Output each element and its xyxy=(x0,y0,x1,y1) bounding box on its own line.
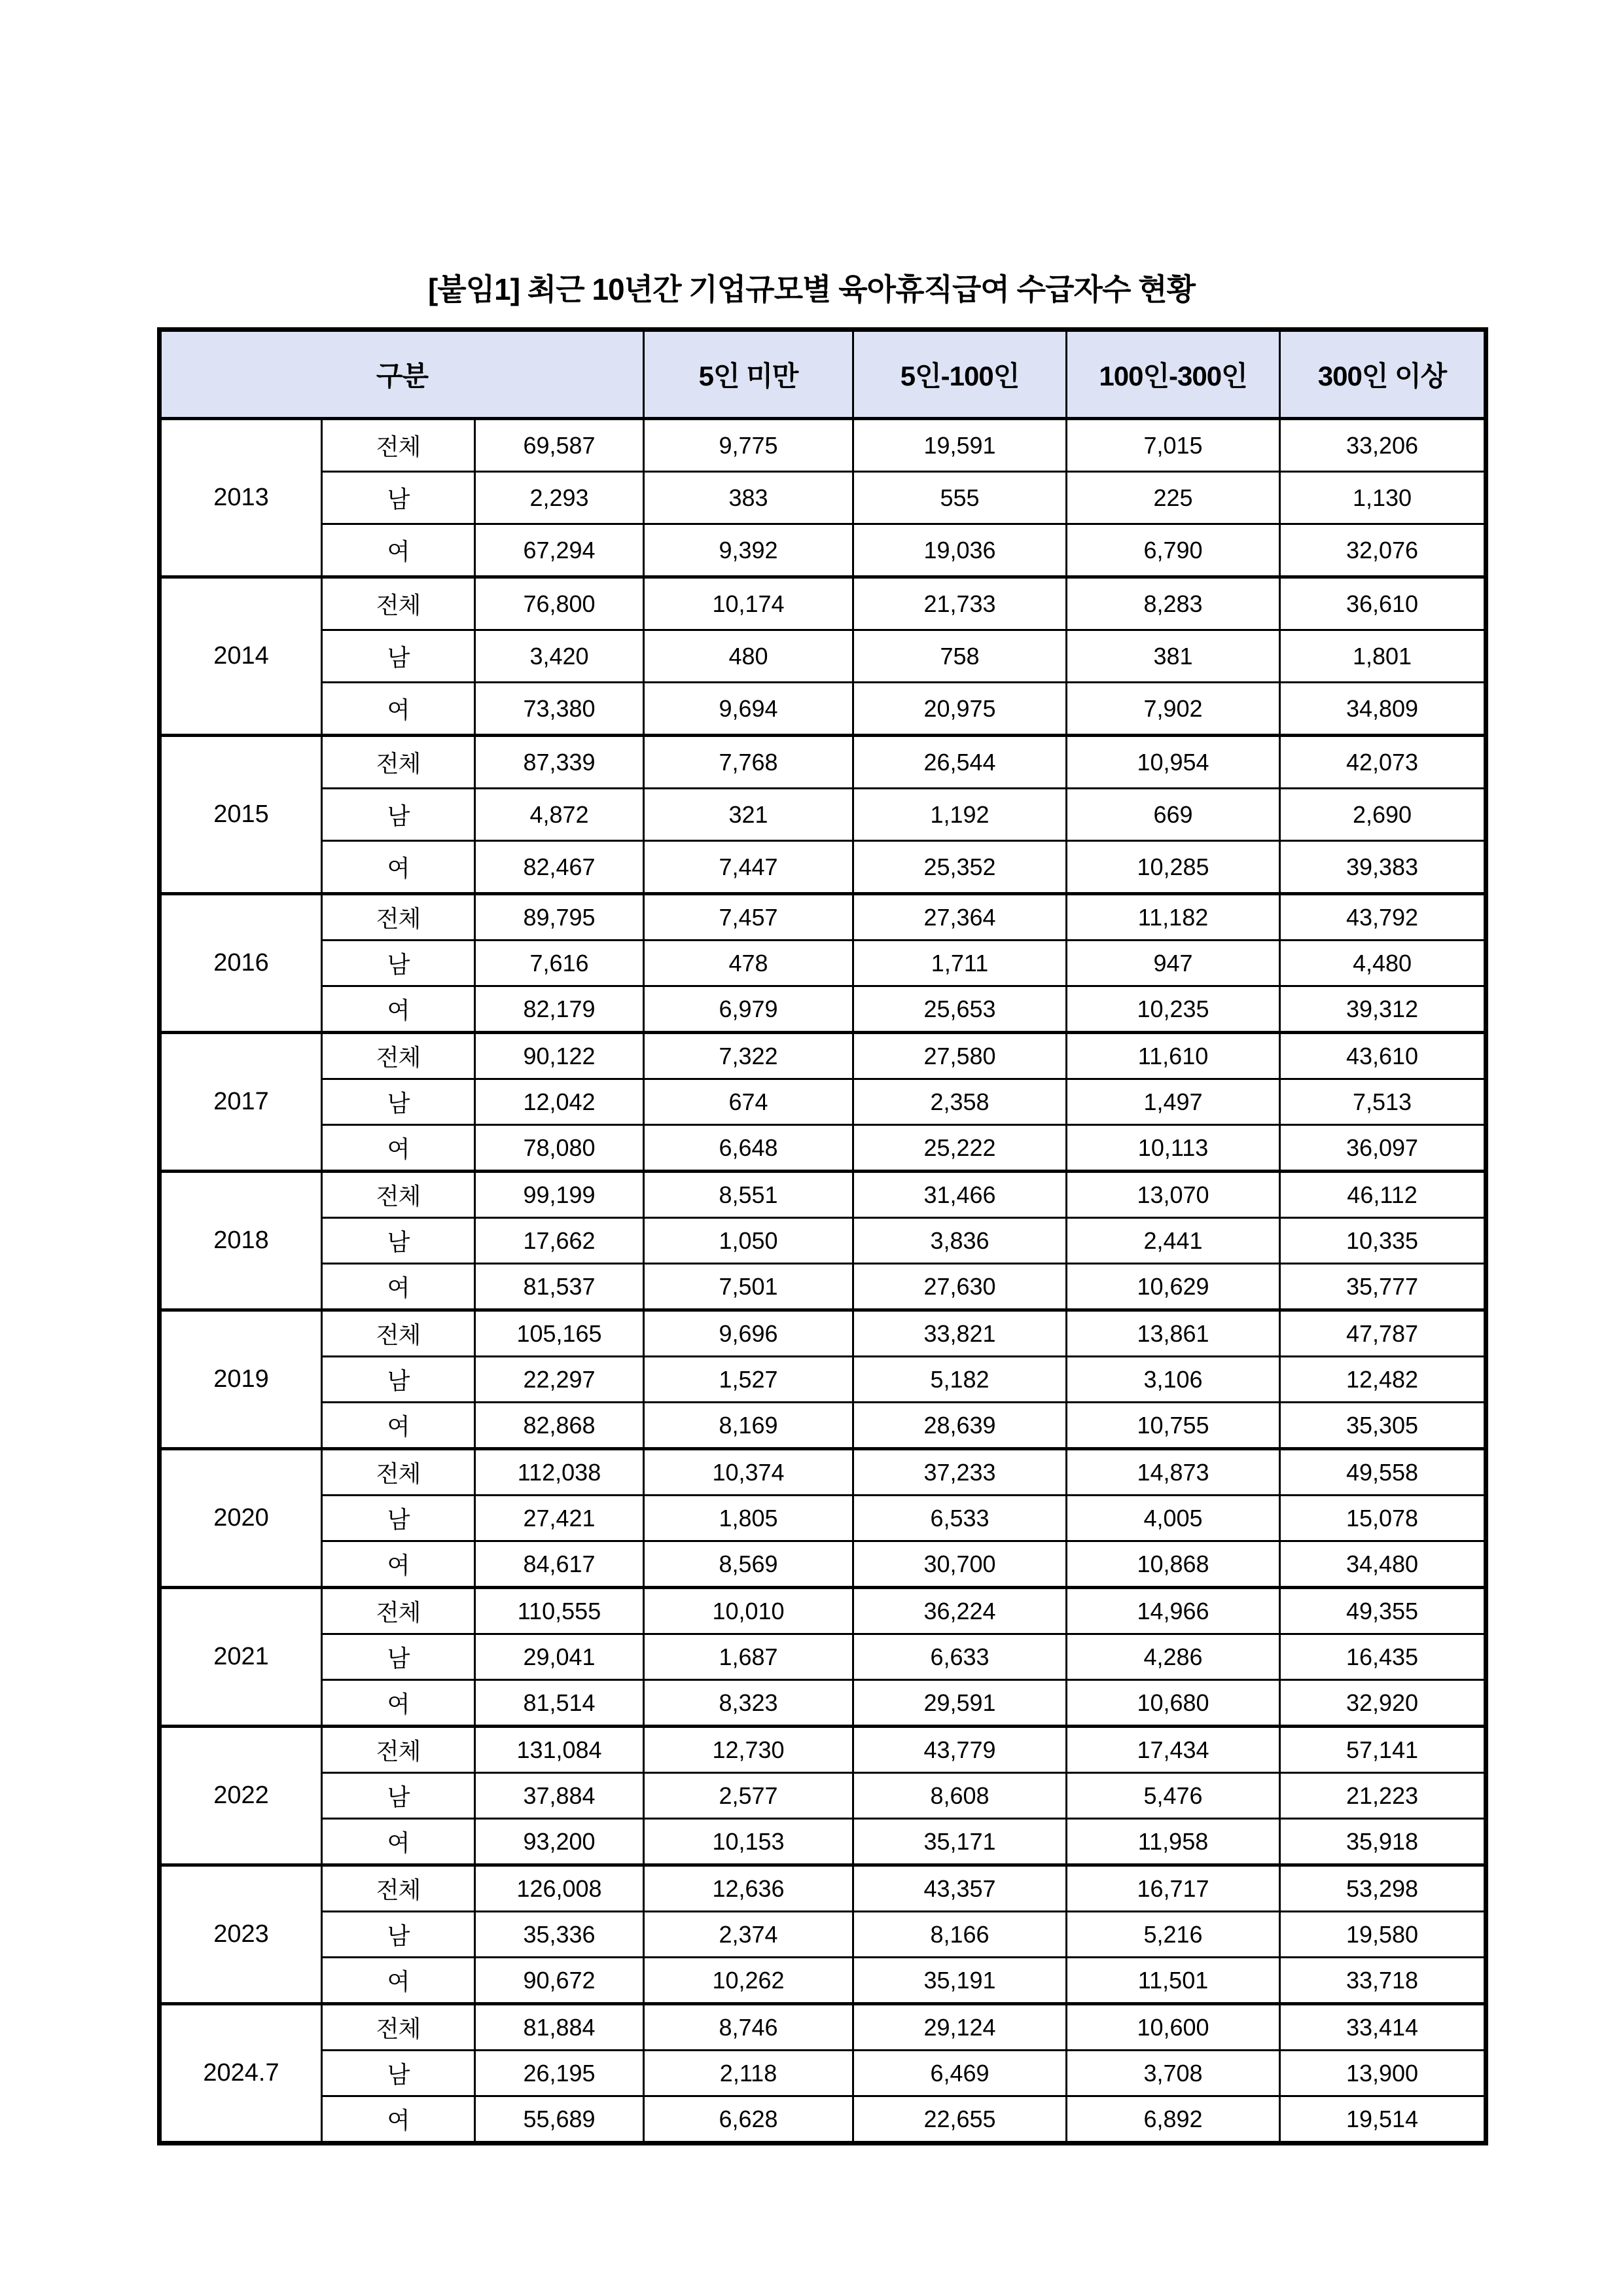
value-cell: 22,655 xyxy=(853,2096,1067,2144)
table-row xyxy=(160,941,1486,986)
value-cell: 81,884 xyxy=(475,2004,644,2051)
value-cell: 14,873 xyxy=(1067,1449,1280,1496)
value-cell: 6,979 xyxy=(644,986,853,1033)
table-row xyxy=(160,1588,1486,1634)
row-label-cell: 전체 xyxy=(322,1033,475,1079)
value-cell: 10,335 xyxy=(1280,1218,1486,1264)
value-cell: 1,711 xyxy=(853,941,1067,986)
value-cell: 29,124 xyxy=(853,2004,1067,2051)
value-cell: 34,809 xyxy=(1280,683,1486,736)
row-label-cell: 남 xyxy=(322,472,475,524)
value-cell: 84,617 xyxy=(475,1541,644,1588)
value-cell: 82,868 xyxy=(475,1403,644,1449)
value-cell: 35,171 xyxy=(853,1819,1067,1865)
table-row xyxy=(160,1033,1486,1079)
value-cell: 36,224 xyxy=(853,1588,1067,1634)
value-cell: 8,169 xyxy=(644,1403,853,1449)
value-cell: 11,958 xyxy=(1067,1819,1280,1865)
value-cell: 2,358 xyxy=(853,1079,1067,1125)
value-cell: 90,672 xyxy=(475,1958,644,2004)
row-label-cell: 전체 xyxy=(322,577,475,630)
year-cell: 2023 xyxy=(160,1865,322,2004)
row-label-cell: 전체 xyxy=(322,1588,475,1634)
table-row xyxy=(160,1541,1486,1588)
value-cell: 33,821 xyxy=(853,1310,1067,1357)
value-cell: 12,730 xyxy=(644,1727,853,1773)
value-cell: 27,630 xyxy=(853,1264,1067,1310)
value-cell: 9,775 xyxy=(644,419,853,472)
value-cell: 4,872 xyxy=(475,789,644,841)
table-row xyxy=(160,1449,1486,1496)
value-cell: 26,195 xyxy=(475,2051,644,2096)
value-cell: 8,608 xyxy=(853,1773,1067,1819)
value-cell: 49,558 xyxy=(1280,1449,1486,1496)
value-cell: 28,639 xyxy=(853,1403,1067,1449)
value-cell: 76,800 xyxy=(475,577,644,630)
value-cell: 11,610 xyxy=(1067,1033,1280,1079)
value-cell: 6,533 xyxy=(853,1496,1067,1541)
table-row xyxy=(160,524,1486,577)
row-label-cell: 전체 xyxy=(322,1310,475,1357)
row-label-cell: 남 xyxy=(322,1496,475,1541)
value-cell: 25,352 xyxy=(853,841,1067,894)
value-cell: 381 xyxy=(1067,630,1280,683)
table-row xyxy=(160,2004,1486,2051)
value-cell: 10,235 xyxy=(1067,986,1280,1033)
value-cell: 12,482 xyxy=(1280,1357,1486,1403)
value-cell: 39,383 xyxy=(1280,841,1486,894)
page-title: [붙임1] 최근 10년간 기업규모별 육아휴직급여 수급자수 현황 xyxy=(427,272,1196,306)
row-label-cell: 남 xyxy=(322,2051,475,2096)
value-cell: 42,073 xyxy=(1280,736,1486,789)
value-cell: 1,805 xyxy=(644,1496,853,1541)
value-cell: 10,010 xyxy=(644,1588,853,1634)
row-label-cell: 남 xyxy=(322,1357,475,1403)
value-cell: 2,577 xyxy=(644,1773,853,1819)
row-label-cell: 남 xyxy=(322,1773,475,1819)
table-row xyxy=(160,1958,1486,2004)
table-row xyxy=(160,1357,1486,1403)
value-cell: 35,336 xyxy=(475,1912,644,1958)
value-cell: 3,708 xyxy=(1067,2051,1280,2096)
row-label-cell: 남 xyxy=(322,941,475,986)
value-cell: 4,286 xyxy=(1067,1634,1280,1680)
value-cell: 10,374 xyxy=(644,1449,853,1496)
row-label-cell: 여 xyxy=(322,1680,475,1727)
year-cell: 2013 xyxy=(160,419,322,577)
value-cell: 10,153 xyxy=(644,1819,853,1865)
value-cell: 10,868 xyxy=(1067,1541,1280,1588)
value-cell: 1,497 xyxy=(1067,1079,1280,1125)
value-cell: 10,262 xyxy=(644,1958,853,2004)
value-cell: 82,179 xyxy=(475,986,644,1033)
value-cell: 10,174 xyxy=(644,577,853,630)
value-cell: 1,801 xyxy=(1280,630,1486,683)
table-row xyxy=(160,1125,1486,1172)
table-row xyxy=(160,841,1486,894)
value-cell: 27,421 xyxy=(475,1496,644,1541)
row-label-cell: 전체 xyxy=(322,2004,475,2051)
value-cell: 7,513 xyxy=(1280,1079,1486,1125)
value-cell: 29,041 xyxy=(475,1634,644,1680)
value-cell: 2,374 xyxy=(644,1912,853,1958)
value-cell: 383 xyxy=(644,472,853,524)
row-label-cell: 여 xyxy=(322,524,475,577)
value-cell: 9,696 xyxy=(644,1310,853,1357)
value-cell: 11,182 xyxy=(1067,894,1280,941)
table-row xyxy=(160,1310,1486,1357)
value-cell: 6,892 xyxy=(1067,2096,1280,2144)
value-cell: 78,080 xyxy=(475,1125,644,1172)
year-cell: 2014 xyxy=(160,577,322,736)
value-cell: 6,628 xyxy=(644,2096,853,2144)
value-cell: 7,447 xyxy=(644,841,853,894)
value-cell: 3,836 xyxy=(853,1218,1067,1264)
value-cell: 105,165 xyxy=(475,1310,644,1357)
value-cell: 15,078 xyxy=(1280,1496,1486,1541)
table-row xyxy=(160,2051,1486,2096)
table-row xyxy=(160,1634,1486,1680)
value-cell: 112,038 xyxy=(475,1449,644,1496)
value-cell: 758 xyxy=(853,630,1067,683)
table-row xyxy=(160,1264,1486,1310)
value-cell: 7,902 xyxy=(1067,683,1280,736)
table-row xyxy=(160,1773,1486,1819)
value-cell: 1,527 xyxy=(644,1357,853,1403)
value-cell: 82,467 xyxy=(475,841,644,894)
value-cell: 27,364 xyxy=(853,894,1067,941)
table-row xyxy=(160,1403,1486,1449)
row-label-cell: 여 xyxy=(322,1403,475,1449)
value-cell: 53,298 xyxy=(1280,1865,1486,1912)
value-cell: 39,312 xyxy=(1280,986,1486,1033)
value-cell: 19,591 xyxy=(853,419,1067,472)
value-cell: 10,285 xyxy=(1067,841,1280,894)
value-cell: 34,480 xyxy=(1280,1541,1486,1588)
value-cell: 1,050 xyxy=(644,1218,853,1264)
row-label-cell: 여 xyxy=(322,1125,475,1172)
row-label-cell: 전체 xyxy=(322,894,475,941)
value-cell: 7,457 xyxy=(644,894,853,941)
value-cell: 9,694 xyxy=(644,683,853,736)
value-cell: 43,357 xyxy=(853,1865,1067,1912)
value-cell: 43,610 xyxy=(1280,1033,1486,1079)
value-cell: 10,680 xyxy=(1067,1680,1280,1727)
value-cell: 73,380 xyxy=(475,683,644,736)
value-cell: 99,199 xyxy=(475,1172,644,1218)
value-cell: 131,084 xyxy=(475,1727,644,1773)
value-cell: 25,222 xyxy=(853,1125,1067,1172)
value-cell: 8,569 xyxy=(644,1541,853,1588)
value-cell: 26,544 xyxy=(853,736,1067,789)
row-label-cell: 여 xyxy=(322,2096,475,2144)
value-cell: 69,587 xyxy=(475,419,644,472)
value-cell: 4,480 xyxy=(1280,941,1486,986)
table-row xyxy=(160,2096,1486,2144)
value-cell: 89,795 xyxy=(475,894,644,941)
row-label-cell: 남 xyxy=(322,1079,475,1125)
value-cell: 33,718 xyxy=(1280,1958,1486,2004)
row-label-cell: 여 xyxy=(322,986,475,1033)
row-label-cell: 여 xyxy=(322,683,475,736)
value-cell: 21,733 xyxy=(853,577,1067,630)
year-cell: 2020 xyxy=(160,1449,322,1588)
value-cell: 81,537 xyxy=(475,1264,644,1310)
value-cell: 8,283 xyxy=(1067,577,1280,630)
value-cell: 11,501 xyxy=(1067,1958,1280,2004)
value-cell: 6,469 xyxy=(853,2051,1067,2096)
row-label-cell: 전체 xyxy=(322,1449,475,1496)
table-row xyxy=(160,1727,1486,1773)
value-cell: 10,113 xyxy=(1067,1125,1280,1172)
value-cell: 13,900 xyxy=(1280,2051,1486,2096)
value-cell: 6,648 xyxy=(644,1125,853,1172)
value-cell: 10,954 xyxy=(1067,736,1280,789)
table-body xyxy=(160,419,1486,2144)
value-cell: 7,616 xyxy=(475,941,644,986)
value-cell: 2,441 xyxy=(1067,1218,1280,1264)
row-label-cell: 여 xyxy=(322,1264,475,1310)
value-cell: 21,223 xyxy=(1280,1773,1486,1819)
row-label-cell: 남 xyxy=(322,789,475,841)
value-cell: 12,636 xyxy=(644,1865,853,1912)
value-cell: 16,435 xyxy=(1280,1634,1486,1680)
value-cell: 2,118 xyxy=(644,2051,853,2096)
value-cell: 478 xyxy=(644,941,853,986)
value-cell: 37,884 xyxy=(475,1773,644,1819)
value-cell: 29,591 xyxy=(853,1680,1067,1727)
value-cell: 3,106 xyxy=(1067,1357,1280,1403)
value-cell: 19,036 xyxy=(853,524,1067,577)
value-cell: 8,746 xyxy=(644,2004,853,2051)
row-label-cell: 전체 xyxy=(322,1172,475,1218)
value-cell: 36,097 xyxy=(1280,1125,1486,1172)
header-cell-under5: 5인 미만 xyxy=(644,330,853,419)
value-cell: 1,687 xyxy=(644,1634,853,1680)
value-cell: 57,141 xyxy=(1280,1727,1486,1773)
table-row xyxy=(160,630,1486,683)
table-row xyxy=(160,1865,1486,1912)
value-cell: 126,008 xyxy=(475,1865,644,1912)
row-label-cell: 여 xyxy=(322,841,475,894)
value-cell: 321 xyxy=(644,789,853,841)
row-label-cell: 남 xyxy=(322,1634,475,1680)
value-cell: 67,294 xyxy=(475,524,644,577)
value-cell: 5,476 xyxy=(1067,1773,1280,1819)
value-cell: 35,305 xyxy=(1280,1403,1486,1449)
table-row xyxy=(160,1819,1486,1865)
table-row xyxy=(160,736,1486,789)
year-cell: 2017 xyxy=(160,1033,322,1172)
value-cell: 33,206 xyxy=(1280,419,1486,472)
value-cell: 6,633 xyxy=(853,1634,1067,1680)
value-cell: 16,717 xyxy=(1067,1865,1280,1912)
table-row xyxy=(160,1496,1486,1541)
table-row xyxy=(160,789,1486,841)
table-row xyxy=(160,1218,1486,1264)
year-cell: 2016 xyxy=(160,894,322,1033)
value-cell: 43,779 xyxy=(853,1727,1067,1773)
value-cell: 17,662 xyxy=(475,1218,644,1264)
table-row xyxy=(160,683,1486,736)
year-cell: 2022 xyxy=(160,1727,322,1865)
value-cell: 14,966 xyxy=(1067,1588,1280,1634)
value-cell: 947 xyxy=(1067,941,1280,986)
value-cell: 8,166 xyxy=(853,1912,1067,1958)
value-cell: 43,792 xyxy=(1280,894,1486,941)
value-cell: 1,130 xyxy=(1280,472,1486,524)
value-cell: 5,182 xyxy=(853,1357,1067,1403)
value-cell: 7,768 xyxy=(644,736,853,789)
year-cell: 2019 xyxy=(160,1310,322,1449)
value-cell: 1,192 xyxy=(853,789,1067,841)
row-label-cell: 남 xyxy=(322,1218,475,1264)
value-cell: 93,200 xyxy=(475,1819,644,1865)
value-cell: 7,322 xyxy=(644,1033,853,1079)
table-row xyxy=(160,1912,1486,1958)
value-cell: 33,414 xyxy=(1280,2004,1486,2051)
value-cell: 49,355 xyxy=(1280,1588,1486,1634)
table-row xyxy=(160,1680,1486,1727)
value-cell: 2,293 xyxy=(475,472,644,524)
value-cell: 7,015 xyxy=(1067,419,1280,472)
value-cell: 110,555 xyxy=(475,1588,644,1634)
year-cell: 2021 xyxy=(160,1588,322,1727)
value-cell: 12,042 xyxy=(475,1079,644,1125)
year-cell: 2015 xyxy=(160,736,322,894)
table-row xyxy=(160,577,1486,630)
value-cell: 87,339 xyxy=(475,736,644,789)
value-cell: 2,690 xyxy=(1280,789,1486,841)
table-row xyxy=(160,894,1486,941)
value-cell: 8,551 xyxy=(644,1172,853,1218)
value-cell: 17,434 xyxy=(1067,1727,1280,1773)
value-cell: 25,653 xyxy=(853,986,1067,1033)
value-cell: 19,580 xyxy=(1280,1912,1486,1958)
value-cell: 46,112 xyxy=(1280,1172,1486,1218)
value-cell: 13,861 xyxy=(1067,1310,1280,1357)
row-label-cell: 전체 xyxy=(322,1727,475,1773)
value-cell: 5,216 xyxy=(1067,1912,1280,1958)
value-cell: 4,005 xyxy=(1067,1496,1280,1541)
value-cell: 19,514 xyxy=(1280,2096,1486,2144)
value-cell: 674 xyxy=(644,1079,853,1125)
row-label-cell: 여 xyxy=(322,1541,475,1588)
value-cell: 55,689 xyxy=(475,2096,644,2144)
value-cell: 35,191 xyxy=(853,1958,1067,2004)
value-cell: 10,629 xyxy=(1067,1264,1280,1310)
value-cell: 27,580 xyxy=(853,1033,1067,1079)
table-row xyxy=(160,986,1486,1033)
table-header xyxy=(160,330,1486,419)
value-cell: 30,700 xyxy=(853,1541,1067,1588)
row-label-cell: 전체 xyxy=(322,419,475,472)
value-cell: 36,610 xyxy=(1280,577,1486,630)
recipients-table xyxy=(157,327,1488,2145)
row-label-cell: 남 xyxy=(322,1912,475,1958)
header-cell-5to100: 5인-100인 xyxy=(853,330,1067,419)
value-cell: 225 xyxy=(1067,472,1280,524)
row-label-cell: 전체 xyxy=(322,736,475,789)
value-cell: 10,755 xyxy=(1067,1403,1280,1449)
value-cell: 13,070 xyxy=(1067,1172,1280,1218)
row-label-cell: 여 xyxy=(322,1958,475,2004)
value-cell: 10,600 xyxy=(1067,2004,1280,2051)
value-cell: 480 xyxy=(644,630,853,683)
value-cell: 9,392 xyxy=(644,524,853,577)
table-row xyxy=(160,472,1486,524)
value-cell: 32,920 xyxy=(1280,1680,1486,1727)
value-cell: 8,323 xyxy=(644,1680,853,1727)
header-cell-over300: 300인 이상 xyxy=(1280,330,1486,419)
row-label-cell: 여 xyxy=(322,1819,475,1865)
row-label-cell: 남 xyxy=(322,630,475,683)
value-cell: 669 xyxy=(1067,789,1280,841)
header-row xyxy=(160,330,1486,419)
value-cell: 7,501 xyxy=(644,1264,853,1310)
value-cell: 90,122 xyxy=(475,1033,644,1079)
table-row xyxy=(160,1172,1486,1218)
table-row xyxy=(160,419,1486,472)
value-cell: 6,790 xyxy=(1067,524,1280,577)
value-cell: 81,514 xyxy=(475,1680,644,1727)
value-cell: 555 xyxy=(853,472,1067,524)
header-cell-gubun: 구분 xyxy=(160,330,644,419)
value-cell: 22,297 xyxy=(475,1357,644,1403)
value-cell: 35,777 xyxy=(1280,1264,1486,1310)
value-cell: 35,918 xyxy=(1280,1819,1486,1865)
value-cell: 47,787 xyxy=(1280,1310,1486,1357)
value-cell: 31,466 xyxy=(853,1172,1067,1218)
table-row xyxy=(160,1079,1486,1125)
row-label-cell: 전체 xyxy=(322,1865,475,1912)
value-cell: 37,233 xyxy=(853,1449,1067,1496)
year-cell: 2024.7 xyxy=(160,2004,322,2144)
header-cell-100to300: 100인-300인 xyxy=(1067,330,1280,419)
value-cell: 3,420 xyxy=(475,630,644,683)
value-cell: 20,975 xyxy=(853,683,1067,736)
value-cell: 32,076 xyxy=(1280,524,1486,577)
year-cell: 2018 xyxy=(160,1172,322,1310)
